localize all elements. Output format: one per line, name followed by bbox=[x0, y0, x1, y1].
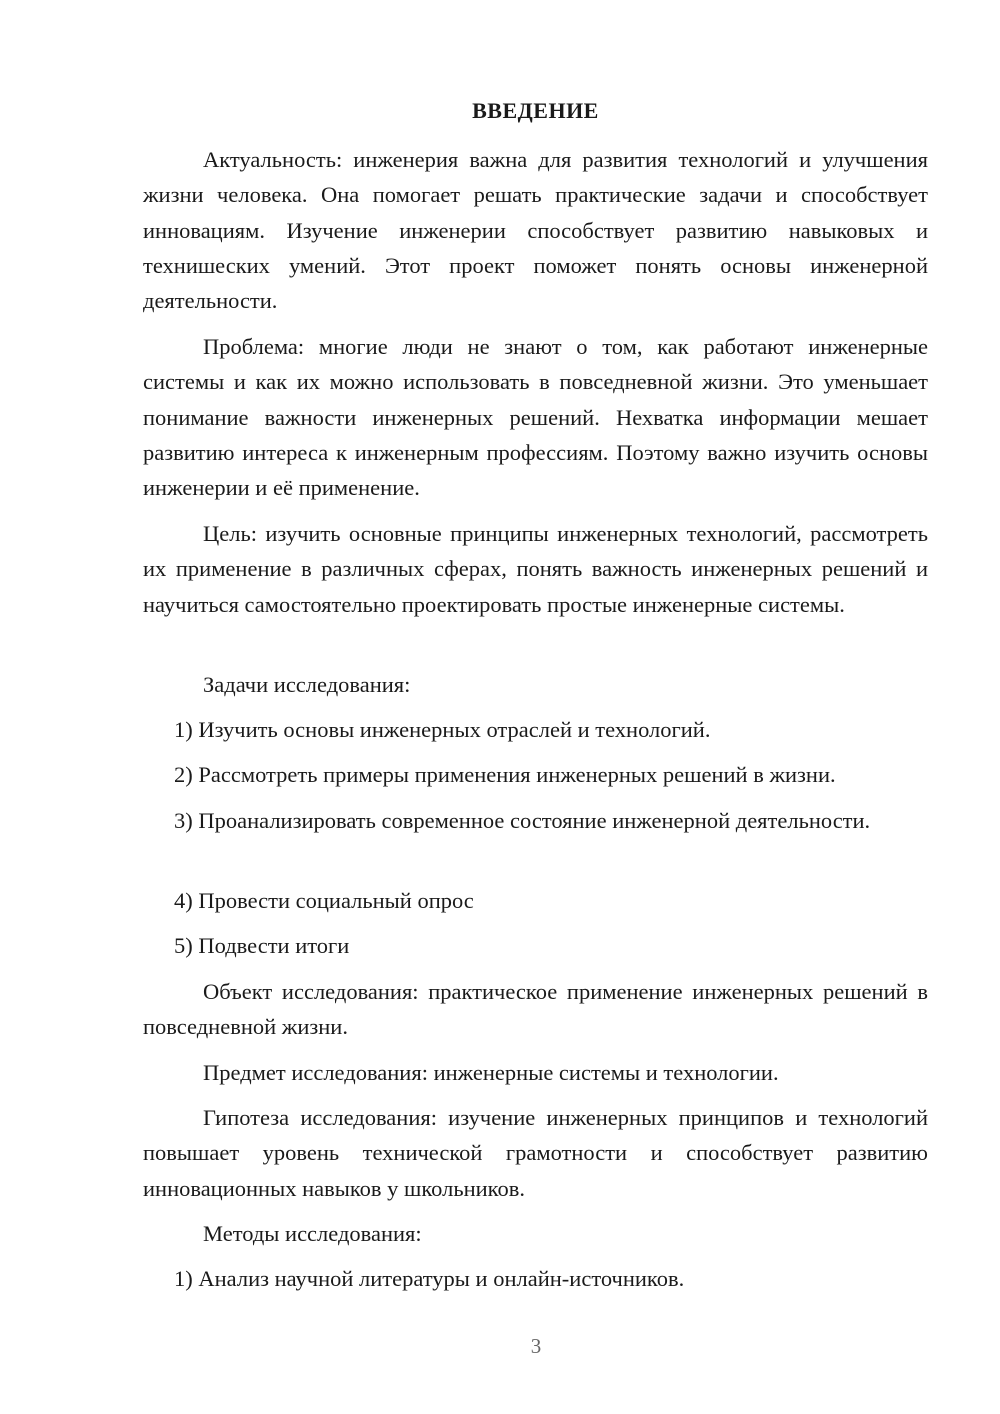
methods-heading: Методы исследования: bbox=[203, 1221, 422, 1246]
task-item-1: 1) Изучить основы инженерных отраслей и технологий. bbox=[174, 717, 711, 742]
method-item-1: 1) Анализ научной литературы и онлайн-источников. bbox=[174, 1266, 685, 1291]
paragraph-object: Объект исследования: практическое применение инженерных решений в повседневной жизни. bbox=[143, 979, 928, 1040]
task-item-4: 4) Провести социальный опрос bbox=[174, 888, 474, 913]
task-item-3: 3) Проанализировать современное состояние инженерной деятельности. bbox=[174, 808, 871, 833]
paragraph-hypothesis: Гипотеза исследования: изучение инженерных принципов и технологий повышает уровень технической грамотности и способствует развитию инновационных навыков у школьников. bbox=[143, 1105, 928, 1201]
page-title: ВВЕДЕНИЕ bbox=[472, 98, 599, 123]
paragraph-problem: Проблема: многие люди не знают о том, как работают инженерные системы и как их можно использовать в повседневной жизни. Это уменьшает понимание важности инженерных решений. Нехватка информации мешает развитию интереса к инженерным профессиям. Поэтому важно изучить основы инженерии и её применение. bbox=[143, 334, 928, 501]
paragraph-goal: Цель: изучить основные принципы инженерных технологий, рассмотреть их применение в различных сферах, понять важность инженерных решений и научиться самостоятельно проектировать простые инженерные системы. bbox=[143, 521, 928, 617]
paragraph-subject: Предмет исследования: инженерные системы и технологии. bbox=[203, 1060, 779, 1085]
task-item-5: 5) Подвести итоги bbox=[174, 933, 350, 958]
task-item-2: 2) Рассмотреть примеры применения инженерных решений в жизни. bbox=[174, 762, 836, 787]
paragraph-relevance: Актуальность: инженерия важна для развития технологий и улучшения жизни человека. Она помогает решать практические задачи и способствует инновациям. Изучение инженерии способствует развитию навыковых и технишеских умений. Этот проект поможет понять основы инженерной деятельности. bbox=[143, 147, 928, 314]
tasks-heading: Задачи исследования: bbox=[203, 672, 411, 697]
page-number: 3 bbox=[530, 1334, 542, 1358]
